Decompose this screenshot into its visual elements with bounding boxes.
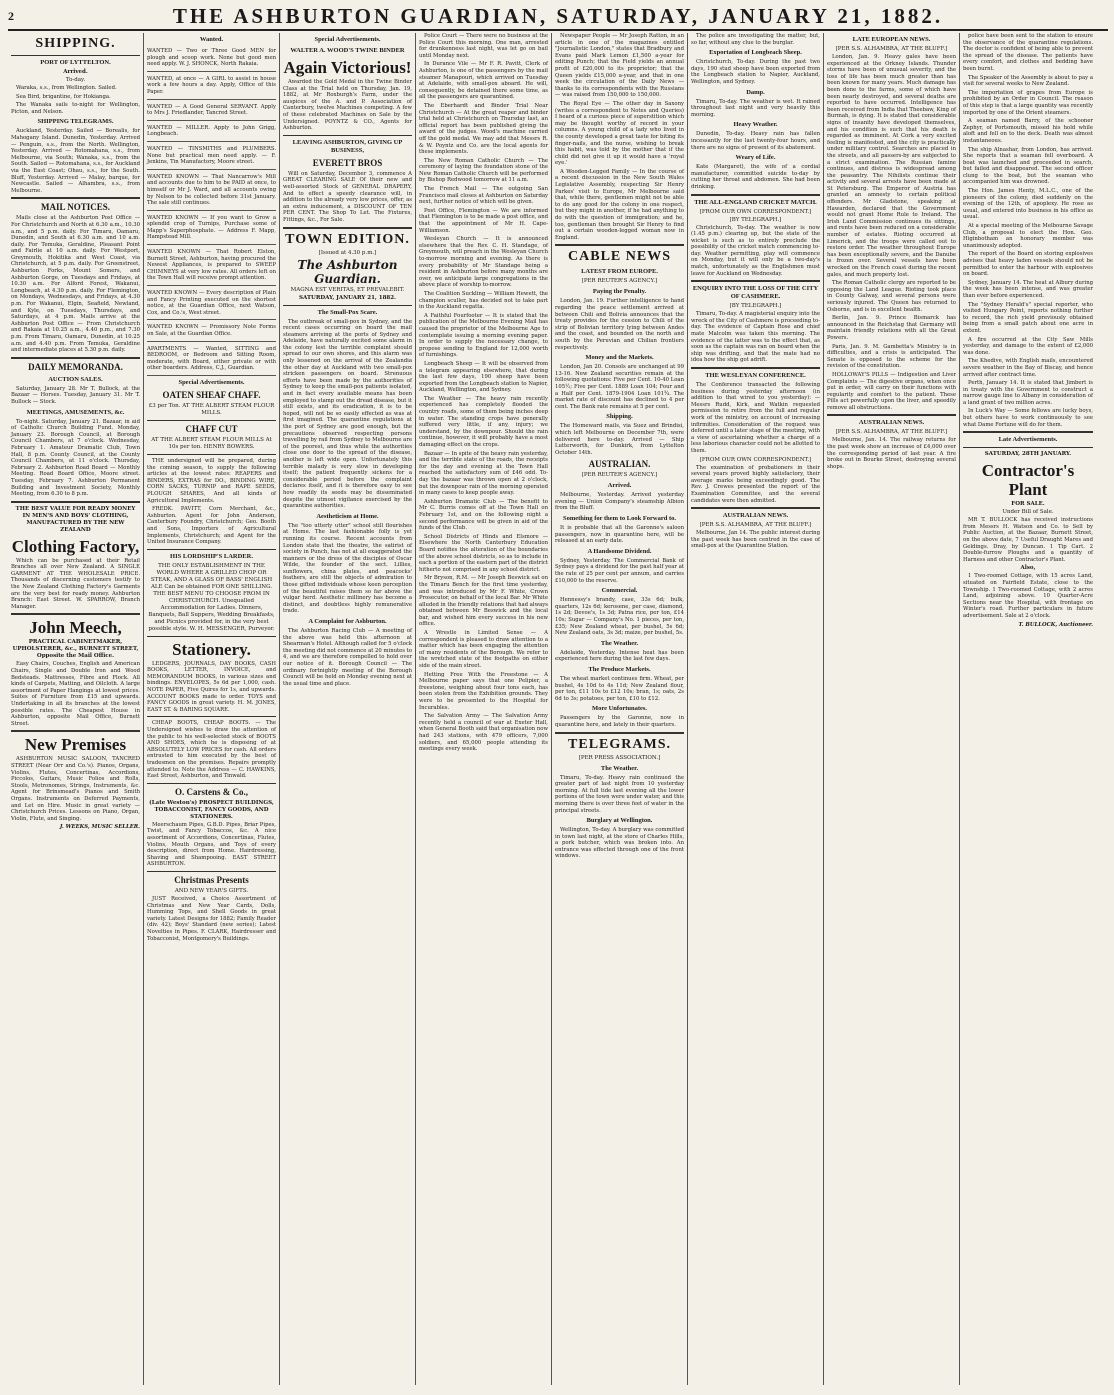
unfortunates-heading: More Unfortunates. xyxy=(591,705,648,713)
contractors-plant-sub1: FOR SALE. xyxy=(1011,501,1045,508)
wanted-ad-6: WANTED KNOWN — That Nancarrow's Mill and accounts due to him to be PAID at once, to himself or Mr J. Ward, and all accounts owing by Nelson to be collected before 31st January. The sale still continues. xyxy=(147,172,276,211)
wanted-ad-9: WANTED KNOWN — Every description of Plain and Fancy Printing executed on the shortest notice, at the Guardian Office, next Watson, Cox, and Co.'s, West street. xyxy=(147,288,276,320)
money-markets-body: London, Jan 20. Consols are unchanged at 99 13-16. New Zealand securities remain at the following quotations: Five per Cent. 10-40 Loan 105½; Five per Cent. 1889 Loan 104; Four and a Half per Cent. 1879-1904 Loan 101¾. The market rate of discount has declined to 4 per cent. The Bank rate remains at 5 per cent. xyxy=(555,364,684,410)
european-news-3: Berlin, Jan. 9. Prince Bismarck has announced in the Reichstag that Germany will maintain friendly relations with all the Great Powers. xyxy=(827,315,956,341)
ashburton-complaint-heading: A Complaint for Ashburton. xyxy=(308,618,387,626)
aus-item-10: The "Sydney Herald's" special reporter, who visited Hungary Point, reports nothing further to record, the rich yield previously obtained being from a small patch about one acre in extent. xyxy=(963,301,1093,334)
wanted-ad-3: WANTED — A Good General SERVANT. Apply to Mrs J. Friedlander, Tancred Street. xyxy=(147,102,276,121)
wanted-heading: Wanted. xyxy=(199,36,224,43)
shipping-telegrams-body: Auckland, Yesterday. Sailed — Borealis, for Mahogany Island. Dunedin, Yesterday. Arrived — Penguin, s.s., from the North. Wellington, Yesterday. Arrived — Rotomahana, s.s., from Melbourne, via South; Wanaka, s.s., from the South. Sailed — Rotomahana, s.s., for Auckland via the East Coast; Ohau, s.s., for the South. Bluff, Yesterday. Arrived — Malay, barque, for Newcastle. Sailed — Alhambra, s.s., from Melbourne. xyxy=(11,128,140,194)
european-news-2: The Roman Catholic clergy are reported to be opposing the Land League. Rioting took place in County Galway, and several persons were seriously injured. The Queen has returned to Osborne, and is in excellent health. xyxy=(827,280,956,313)
page-number: 2 xyxy=(8,9,14,23)
wesleyan-own-correspondent: [FROM OUR OWN CORRESPONDENT.] xyxy=(699,456,812,463)
wesleyan-conference-body: The Conference transacted the following business during yesterday afternoon (in addition to that wired to you yesterday): — Messrs Rudd, Kirk, and Watkin requested permission to retire from the full and regular work of the ministry, on account of increasing infirmities. Consideration of the request was deferred until a later stage of the meeting, with a view of ascertaining whether a charge of a less laborious character could not be allotted to them. xyxy=(691,382,820,454)
wanted-ad-4: WANTED — MILLER. Apply to John Grigg, Longbeach. xyxy=(147,123,276,142)
oaten-sheaf-body: £3 per Ton. AT THE ALBERT STEAM FLOUR MILLS. xyxy=(148,402,275,416)
cashmere-enquiry-body: Timaru, To-day. A magisterial enquiry into the wreck of the City of Cashmere is proceeding to-day. The evidence of Captain Rose and chief mate Malcolm was taken this morning. The evidence of the latter was to the effect that, as soon as the captain was ran on board when the ship was drifting, and that the mate had no idea how the ship got adrift. xyxy=(691,311,820,364)
oaten-sheaf-heading: OATEN SHEAF CHAFF. xyxy=(162,389,261,400)
column-3 xyxy=(280,33,416,1385)
aestheticism-body: The "too utterly utter" school still flourishes at Home. The last fashionable folly is yet running its course. Recent accounts from London state that the theatre, the satirist of society in Punch, has not at all exaggerated the manners or the dress of the disciples of Oscar Wilde, the founder of the sect. Lillies, sunflowers, china plates, and peacocks' feathers, are still the objects of admiration to those gifted individuals whose keen perception of the beautiful raises them so far above the vulgar herd. Aesthetic millinery has become a distinct, and doubtless highly remunerative trade. xyxy=(283,522,412,615)
paying-penalty-body: London, Jan. 19. Further intelligence to hand regarding the peace settlement arrived at between Chili and Bolivia announces that the treaty provides for the cession to Chili of the strip of Bolivian territory lying between Andes and the coast, and bounded on the north and south by the Peruvian and Chilian frontiers respectively. xyxy=(555,298,684,351)
unfortunates-body: Passengers by the Garonne, now in quarantine here, and lately in their quarters. xyxy=(555,715,684,728)
column-2 xyxy=(144,33,280,1385)
shipping-telegrams-heading: SHIPPING TELEGRAMS. xyxy=(37,118,114,126)
telegram-weather-heading: The Weather. xyxy=(600,764,639,772)
weary-of-life-heading: Weary of Life. xyxy=(735,154,776,162)
late-ads-date: SATURDAY, 28TH JANUARY. xyxy=(984,451,1072,458)
burglary-heading: Burglary at Wellington. xyxy=(586,817,653,825)
column-4 xyxy=(416,33,552,1385)
cashmere-enquiry-heading: ENQUIRY INTO THE LOSS OF THE CITY OF CASHMERE. xyxy=(692,285,819,301)
burglary-continued: The police are investigating the matter, but, so far, without any clue to the burglar. xyxy=(691,33,820,46)
produce-body: The wheat market continues firm. Wheat, per bushel, 4s 10d to 4s 11d; New Zealand flour, per ton, £11 10s to £12 10s; bran, 1s; oats, 2s 6d to 3s; potatoes, per ton, £10 to £12. xyxy=(555,675,684,702)
aus-item-14: In Luck's Way — Some fellows are lucky boys, but others have to work continuously to see what Dame Fortune will do for them. xyxy=(963,408,1093,428)
australian-heading: AUSTRALIAN. xyxy=(588,459,651,470)
column-7 xyxy=(824,33,960,1385)
port-heading: PORT OF LYTTELTON. xyxy=(40,59,111,66)
auction-sales-body: Saturday, January 28. Mr T. Bullock, at the Bazaar — Horses. Tuesday, January 31. Mr T. Bullock — Stock. xyxy=(11,385,140,405)
longbeach-body: Christchurch, To-day. During the past two days, 190 stud sheep have been exported from the Longbeach station to Napier, Auckland, Wellington, and Sydney. xyxy=(691,59,820,85)
masthead-title: THE ASHBURTON GUARDIAN, SATURDAY, JANUARY 21, 1882. xyxy=(172,4,944,28)
pavitt-ad: FREDK. PAVITT, Corn Merchant, &c., Ashburton. Agent for John Anderson, Canterbury Foundry, Christchurch; Geo. Booth and Sons, Importers of Agricultural Implements, Christchurch; and Agent for the United Insurance Company. xyxy=(147,506,276,546)
new-premises-heading: New Premises xyxy=(24,735,127,755)
special-ads-heading-2: Special Advertisements. xyxy=(314,36,381,43)
heavy-weather-heading: Heavy Weather. xyxy=(733,121,778,129)
town-edition-heading: TOWN EDITION. xyxy=(285,231,410,247)
european-news-sub: [PER S.S. ALHAMBRA, AT THE BLUFF.] xyxy=(835,46,948,52)
chaff-cut-body: AT THE ALBERT STEAM FLOUR MILLS At 10s per ton. HENRY BOWERS. xyxy=(151,436,272,450)
local-item-11: The Weather — The heavy rain recently experienced has completely flooded the country roads, some of them being inches deep in water. The standing crops have generally suffered very little, if any, injury; we understand, by the downpour. Should the rain continue, however, it will probably have a most damaging effect on the crops. xyxy=(419,395,548,449)
wanted-ad-10: WANTED KNOWN — Promissory Note Forms on Sale, at the Guardian Office. xyxy=(147,322,276,341)
aus-item-4: A seaman named Barry, of the schooner Zephyr, of Portsmouth, missed his hold while aloft and fell on to the deck. Death was almost instantaneous. xyxy=(963,118,1093,144)
local-item-17: Hetting Free With the Freestone — A Melbourne paper says that one Pelipier, a freestone, weighing about four tons each, has been stolen from the Exhibition grounds. They were to be presented to the Hospital for Incurables. xyxy=(419,671,548,711)
larder-heading: HIS LORDSHIP'S LARDER. xyxy=(170,552,253,560)
contractors-plant-heading: Contractor's Plant xyxy=(981,461,1075,500)
local-item-13: Ashburton Dramatic Club — The benefit to Mr C. Burris comes off at the Town Hall on February 1st, and on the following night a second performance will be given in aid of the funds of the Club. xyxy=(419,498,548,532)
clothing-ad-top: THE BEST VALUE FOR READY MONEY IN MEN'S AND BOYS' CLOTHING, MANUFACTURED BY THE NEW ZEALAND xyxy=(15,505,136,533)
paper-motto: MAGNA EST VERITAS, ET PREVALEBIT. xyxy=(290,286,405,293)
newspaper-page xyxy=(8,3,1108,1388)
ashburton-complaint-body: The Ashburton Racing Club — A meeting of the above was held this afternoon at Shearman's Hotel. Although called for 5 o'clock the meeting did not commence at 20 minutes to 4, and we are therefore compelled to hold over our notice of it. Borough Council — The ordinary fortnightly meeting of the Borough Council will be held on Monday evening next at the usual time and place. xyxy=(283,628,412,687)
australian-news-sub: [PER S.S. ALHAMBRA, AT THE BLUFF.] xyxy=(699,522,812,529)
wood-binder-heading: WALTER A. WOOD'S TWINE BINDER xyxy=(290,47,405,54)
news-item-3: A Wooden-Legged Family — In the course of a recent discussion in the New South Wales Legislative Assembly, respecting Sir Henry Parkes' visit to Europe, Mr Melbourne said that, while there, gentlemen might not be able to do any good for the colony in one respect, but they might in another, if he had anything to do with the question of immigration; and he, too, gentleman then brought Sir Henry to find out a certain wooden-legged woman now in England. xyxy=(555,168,684,241)
wesleyan-conference-heading: THE WESLEYAN CONFERENCE. xyxy=(705,372,806,379)
contractors-plant-body: MR T. BULLOCK has received instructions from Messrs H. Watson and Co. to Sell by Public Auction, at the Bazaar, Burnett Street, on the above date, 7 Useful Draught Mares and Geldings. Dray, by Duncan. 1 Tip Cart. 2 Double-furrow Ploughs and a quantity of Harness and other Contractor's Plant. xyxy=(963,517,1093,563)
australian-news-2-heading: AUSTRALIAN NEWS. xyxy=(858,419,925,427)
cricket-match-body: Christchurch, To-day. The weather is now (1.45 p.m.) clearing up, but the state of the wicket is such as to entirely preclude the possibility of the cricket match commencing to-day. Weather permitting, play will commence on Monday, but it will only be a two-day's match, unfortunately as the Englishmen must leave for Auckland on Wednesday. xyxy=(691,224,820,277)
carstens-heading: O. Carstens & Co., xyxy=(175,786,248,797)
european-news-heading: LATE EUROPEAN NEWS. xyxy=(852,36,931,43)
local-item-14: School Districts of Hinds and Elsmore — Elsewhere the North Canterbury Education Board notifies the alteration of the boundaries of the above school districts, so as to include in each a portion of the eastern part of the district hitherto not comprised in any school district. xyxy=(419,533,548,573)
aus-item-3: The importation of grapes from Europe is prohibited by an Order in Council. The reason of this step is that a large quantity was recently imported by one of the Orient steamers. xyxy=(963,89,1093,116)
aus-item-7: At a special meeting of the Melbourne Savage Club, a proposal to elect the Hon. Geo. Higinbotham an honorary member was unanimously adopted. xyxy=(963,223,1093,249)
dividend-heading: A Handsome Dividend. xyxy=(587,547,652,555)
australian-news-2-sub: [PER S.S. ALHAMBRA, AT THE BLUFF.] xyxy=(835,429,948,436)
john-meech-heading: John Meech, xyxy=(29,618,122,638)
columns xyxy=(8,33,1108,1385)
arrival-2: Sea Bird, brigantine, for Hokianga. xyxy=(16,93,111,100)
stationery-body: LEDGERS, JOURNALS, DAY BOOKS, CASH BOOKS, LETTER, INVOICE, and MEMORANDUM BOOKS, in various sizes and bindings. ENVELOPES, 5s 6d per 1,000, cash. NOTE PAPER, Five Quires for 1s, and upwards. ACCOUNT BOOKS made to order. TOYS and FANCY GOODS in great variety. H. M. JONES, EAST ST. & BARING SQUARE. xyxy=(147,660,276,713)
aus-item-12: The Khedive, with English mails, encountered severe weather in the Bay of Biscay, and hence arrived after contract time. xyxy=(963,358,1093,378)
cashmere-enquiry-telegraph: [BY TELEGRAPH.] xyxy=(729,303,782,310)
local-item-15: Mr Bryson, R.M. — Mr Joseph Beswick sat on the Timaru Bench for the first time yesterday, and was introduced by Mr F. White, Crown Prosecutor, on behalf of the local Bar. Mr White alluded in the friendly relations that had always obtained between Mr Beswick and the local bar, and wished him every success in his new office. xyxy=(419,575,548,628)
local-item-3: The Eberhardt and Binder Trial Near Christchurch — At the great reaper and binder trial held at Christchurch on Thursday last, an official report has been published giving the award of the judges. Wood's machine carried off the gold medal. We may add that Messrs R. & W. Poyntz and Co. are the local agents for these implements. xyxy=(419,102,548,156)
shipping-heading: SHIPPING. xyxy=(35,36,116,51)
local-item-1: Police Court — There were no business at the Police Court this morning. One man, arrested for drunkenness last night, was let go on bail until Monday next. xyxy=(419,33,548,59)
arrival-1: Waraka, s.s., from Wellington. Sailed. xyxy=(16,85,117,91)
bullock-signature: T. BULLOCK, Auctioneer. xyxy=(1018,621,1093,628)
christmas-body: JUST Received, a Choice Assortment of Christmas and New Year Cards, Dolls, Humming Tops, and Shell Goods in great variety. Latest Designs for 1882; Family Reader (div. 42); Boys' Standard (new series); Latest Novelties in Pipes. F. CLARK, Hairdresser and Tobacconist, Montgomery's Buildings. xyxy=(147,895,276,942)
wanted-ad-2: WANTED, at once — A GIRL to assist in house work a few hours a day. Apply, Office of this Paper. xyxy=(147,74,276,100)
wanted-ad-5: WANTED — TINSMITHS and PLUMBERS. None but practical men need apply. — F. Jenkins, Tin Manufactory, Moore street. xyxy=(147,144,276,170)
column-8 xyxy=(960,33,1096,1385)
news-item-1: Newspaper People — Mr Joseph Ratton, in an article in one of the magazines entitled "Journalistic London," states that Bradbury and Evans paid Mark Lemon £1,500 a-year for editing Punch; that the Field yields an annual profit of £20,000 to its proprietor; that the Queen yields £15,000 a-year, and that in one week the circulation of the Daily News — thanks to its correspondents with the Russians — was raised from 150,000 to 150,000. xyxy=(555,33,684,99)
paper-dateline: SATURDAY, JANUARY 21, 1882. xyxy=(299,294,396,301)
money-markets-heading: Money and the Markets. xyxy=(585,354,654,362)
cable-news-heading: CABLE NEWS xyxy=(568,249,671,265)
john-meech-sub: PRACTICAL CABINETMAKER, UPHOLSTERER, &c., BURNETT STREET, Opposite the Mail Office. xyxy=(12,639,139,660)
local-item-9: A Faithful Fourfooter — It is stated that the publication of the Melbourne Evening Mail has caused the proprietor of the Melbourne Age to contemplate issuing a morning evening paper. In order to supply the necessary change, to propose sending to England for 12,000 worth of furnishings. xyxy=(419,312,548,359)
clothing-ad-body: Which can be purchased at their Retail Branches all over New Zealand. A SINGLE GARMENT AT THE WHOLESALE PRICE. Thousands of discerning customers testify to the New Zealand Clothing Factory's Garments are the very best for ready money. Ashburton Branch: East Street. W. SPARROW, Branch Manager. xyxy=(11,557,140,610)
wood-binder-body: Awarded the Gold Medal in the Twine Binder Class at the Trial held on Thursday, Jan. 19, 1882, at Mr Roxburgh's Farm, under the auspices of the A. and P. Association of Canterbury, twelve Machines competing. A few of these celebrated Machines on Sale by the Undersigned. POYNTZ & CO., Agents for Ashburton. xyxy=(283,79,412,132)
daily-memoranda-heading: DAILY MEMORANDA. xyxy=(28,361,123,372)
australian-body: Melbourne, Yesterday. Arrived yesterday evening — Union Company's steamship Albion from the Bluff. xyxy=(555,492,684,512)
look-forward-body: It is probable that all the Garonne's saloon passengers, now in quarantine here, will be released at an early date. xyxy=(555,525,684,545)
look-forward-heading: Something for them to Look Forward to. xyxy=(562,515,677,523)
weeks-signature: J. WEEKS, MUSIC SELLER. xyxy=(59,824,140,831)
masthead xyxy=(8,3,1108,31)
damp-body: Timaru, To-day. The weather is wet. It rained throughout last night and very heavily this morning. xyxy=(691,98,820,118)
australian-sub: [PER REUTER'S AGENCY.] xyxy=(581,472,658,479)
cable-shipping-body: The Homeward mails, via Suez and Brindisi, which left Melbourne on December 7th, were delivered here to-day. Arrived — Ship Lutterworth, for Dunkirk, from Lyttelton October 14th. xyxy=(555,423,684,456)
mail-notices-heading: MAIL NOTICES. xyxy=(40,202,111,213)
cable-shipping-heading: Shipping. xyxy=(606,413,633,421)
telegrams-heading: TELEGRAMS. xyxy=(568,736,671,752)
carstens-sub: (Late Weston's) PROSPECT BUILDINGS, TOBACCONIST, FANCY GOODS, AND STATIONERS. xyxy=(149,799,274,820)
smallpox-heading: The Small-Pox Scare. xyxy=(317,308,378,316)
aus-weather-body: Adelaide, Yesterday. Intense heat has been experienced here during the last few days. xyxy=(555,649,684,663)
burglary-body: Wellington, To-day. A burglary was committed in town last night, at the store of Charles Hills, a pork butcher, which was broken into. An entrance was effected through one of the front windows. xyxy=(555,827,684,860)
special-ads-heading: Special Advertisements. xyxy=(178,378,245,386)
produce-heading: The Produce Markets. xyxy=(588,665,651,673)
cheap-boots-ad: CHEAP BOOTS, CHEAP BOOTS. — The Undersigned wishes to draw the attention of the public to his well-selected stock of BOOTS AND SHOES, which he is disposing of at ABSOLUTELY LOW PRICES for cash. All orders entrusted to him executed by the best of tradesmen on the premises. Repairs promptly attended to. Note the Address — C. HAWKINS, East Street, Ashburton, and Tinwald. xyxy=(147,720,276,780)
aus-item-2: The Speaker of the Assembly is about to pay a visit for several weeks to New Zealand. xyxy=(963,74,1093,88)
column-1 xyxy=(8,33,144,1385)
aus-item-8: The report of the Board on storing explosives advises that heavy laden vessels should not be permitted to enter the harbour with explosives on board. xyxy=(963,251,1093,278)
chaff-cut-heading: CHAFF CUT xyxy=(185,423,238,434)
meetings-heading: MEETINGS, AMUSEMENTS, &c. xyxy=(26,408,125,416)
commercial-heading: Commercial. xyxy=(601,587,638,595)
australian-arrived: Arrived. xyxy=(607,482,632,490)
everett-bros-body: Will on Saturday, December 3, commence A GREAT CLEARING SALE Of their new and well-assorted Stock of GENERAL DRAPERY, And to effect a speedy clearance will, in addition to the already very low prices, offer, as an extra inducement, a DISCOUNT OF TEN PER CENT. The Shop To Let. The Fixtures, Fittings, &c., For Sale. xyxy=(283,170,412,223)
local-item-7: Wesleyan Church — It is announced elsewhere that the Rev. C. H. Standage, of Greymouth, will preach in the Wesleyan Church to-morrow morning and evening. As there is every probability of Mr Standage being a resident in Ashburton before many months are over, we anticipate large congregations in the above place of worship to-morrow. xyxy=(419,236,548,289)
aestheticism-heading: Aestheticism at Home. xyxy=(316,512,379,520)
news-item-2: The Royal Eye — The other day in Saxony (writes a correspondent to Notes and Queries) I heard of a curious piece of superstition which may be thought worthy of record in your columns. A young child of a lady who lived in the county developed a great taste for biting its finger-nails, and the nurse, wishing to break this habit, was told by the mother that if the child did not give it up it would have a 'royal eye.' xyxy=(555,100,684,167)
reaper-ad-body: THE undersigned will be prepared, during the coming season, to supply the following articles at the lowest rates: REAPERS and BINDERS, EXTRAS for DO., BINDING WIRE, CORN SACKS, TURNIP and RAPE SEEDS, PLOUGH SHARES, And all kinds of Agricultural Implements. xyxy=(147,457,276,504)
local-item-8: The Coalition Suckling — William Hewett, the champion sculler, has decided not to take part in the Auckland regatta. xyxy=(419,290,548,311)
leaving-ashburton-heading: LEAVING ASHBURTON, GIVING UP BUSINESS, xyxy=(292,138,403,154)
mail-notices-body: Mails close at the Ashburton Post Office — For Christchurch and North at 6.30 a.m., 10.30 a.m., and 5 p.m. daily. For Timaru, Oamaru, Dunedin, and South at 6.30 a.m. and 10 a.m. daily. For Temuka, Geraldine, Pleasant Point and Fairlie at 10 a.m. daily. For Westport, Greymouth, Hokitika and West Coast, via Christchurch, at 5 p.m. daily. For Greenstreet, Ashburton Forks, Mount Somers, and Ashburton Gorge, on Tuesdays and Fridays, at 10.30 a.m. For Alford Forest, Wakanui, Longbeach, at 4.30 p.m. daily. For Flemington, on Mondays, Wednesdays, and Fridays, at 4.30 p.m. For Wakanui, Elgin, Seafield, Newland, and Kyle, on Tuesdays, Thursdays, and Saturdays, at 4 p.m. Mails arrive at the Ashburton Post Office — From Christchurch and Rakaia at 10.25 a.m., 4.40 p.m., and 7.30 p.m. From Timaru, Oamaru, Dunedin, at 10.25 a.m. and 4.40 p.m. From Temuka, Geraldine and intermediate places at 5.30 p.m. daily. xyxy=(11,215,140,354)
australian-news-2-body: Melbourne, Jan. 14. The railway returns for the past week show an increase of £4,000 over the corresponding period of last year. A fire broke out in Bourke Street, destroying several shops. xyxy=(827,437,956,470)
wanted-ad-8: WANTED KNOWN — That Robert Elston, Burnett Street, Ashburton, having procured the Newest Appliances, is prepared to SWEEP CHIMNEYS at very low rates. All orders left on the Town Hall will receive prompt attention. xyxy=(147,247,276,286)
australian-news-heading: AUSTRALIAN NEWS. xyxy=(722,512,789,520)
auction-sales-heading: AUCTION SALES. xyxy=(48,375,103,383)
aus-item-6: The Hon. James Henty, M.L.C., one of the pioneers of the colony, died suddenly on the evening of the 12th, of apoplexy. He rose as usual, and entered into business in his office as usual. xyxy=(963,188,1093,221)
stationery-heading: Stationery. xyxy=(172,639,251,659)
weary-of-life-body: Kate (Margaret), the wife of a cordial manufacturer, committed suicide to-day by cutting her throat and abdomen. She had been drinking. xyxy=(691,164,820,190)
aus-weather-heading: The Weather. xyxy=(600,639,639,647)
cricket-match-heading: THE ALL-ENGLAND CRICKET MATCH. xyxy=(694,198,817,206)
european-news-body: London, Jan. 9. Heavy gales have been experienced at the Orkney Islands. Thunder storms have been of unusual severity, and the loss of life has been much greater than has been known for many years. Much damage has been done to the farms, some of which have been nearly destroyed, and several deaths are reported to have occurred. Intelligence has been received from India that Theebaw, King of Burmah, is dying. It is stated that considerable signs of insanity have developed themselves, and his condition is such that his death is regarded as imminent. At Cork a very excited feeling is manifested, and the city is practically under military control. Searches are placed in the streets, and all passers-by are subjected to a strict examination. The Russian famine continues, and distress is widespread among the peasantry. The Nihilists continue their activity and several arrests have been made at St Petersburg. The Emperor of Austria has granted an amnesty to certain political offenders. Mr Gladstone, speaking at Hawarden, declared that the Government would not grant Home Rule to Ireland. The Irish Land Commission continues its sittings, and rents have been reduced on a considerable number of estates. Rioting occurred at Limerick, and the troops were called out to restore order. The weather throughout Europe has been exceptionally severe, and the Danube is frozen over. Several vessels have been wrecked on the French coast during the recent gales, and much property lost. xyxy=(827,54,956,278)
carstens-body: Meerschaum Pipes, G.B.D. Pipes, Briar Pipes, Twist, and Fancy Tobaccos, &c. A nice assortment of Accordions, Concertinas, Flutes, Violins, Mouth Organs, and Toys of every description, direct from Home. Hairdressing, Shaving and Shampooing. EAST STREET ASHBURTON. xyxy=(147,821,276,868)
meetings-body: To-night. Saturday, January 21. Bazaar, in aid of Catholic Church Building Fund. Monday, January 23. Borough Council, at Borough Council Chambers, at 7 o'clock. Wednesday, February 1. Amateur Dramatic Club, Town Hall, 8 p.m. County Council, at the County Council Chambers, at 11 o'clock. Thursday, February 2. Ashburton Road Board — Monthly Meeting. Road Board Office, Moore street. Tuesday, February 7. Ashburton Permanent Building and Investment Society, Monthly Meeting, from 6.30 to 8 p.m. xyxy=(11,418,140,498)
arrived-label: Arrived. xyxy=(63,69,88,75)
aus-item-9: Sydney, January 14. The heat at Albury during the week has been intense, and was greater than ever before experienced. xyxy=(963,279,1093,299)
wesleyan-exam-body: The examination of probationers in their several years proved highly satisfactory, their average marks being exceedingly good. The Rev. J. Crewes presented the report of the Examination Committee, and the several candidates were then admitted. xyxy=(691,464,820,504)
press-association: [PER PRESS ASSOCIATION.] xyxy=(578,754,661,761)
column-6 xyxy=(688,33,824,1385)
everett-bros-heading: EVERETT BROS xyxy=(312,157,383,168)
contractors-plant-sub2: Under Bill of Sale. xyxy=(1002,509,1054,516)
arrived-date: To-day. xyxy=(65,77,86,83)
paying-penalty-heading: Paying the Penalty. xyxy=(592,288,647,296)
column-5 xyxy=(552,33,688,1385)
heavy-weather-body: Dunedin, To-day. Heavy rain has fallen incessantly for the last twenty-four hours, and there are no signs of present of its abatement. xyxy=(691,131,820,151)
smallpox-body: The outbreak of small-pox in Sydney, and the recent cases occurring on board the mail steamers arriving at the ports of Sydney and Adelaide, have naturally excited some alarm in the colony lest the terrible complaint should spread to our own shores, and this alarm was only lessened on the arrival of the Zealandia the other day at Auckland with two small-pox stricken passengers on board. Strenuous efforts have been made by the authorities of Sydney to keep the small-pox patients isolated, and in fact every available means has been employed to stamp out the dread disease, but it still exists, and its eradication, it is to be hoped, will not be so easily effected as was at first imagined. The quarantine regulations at the port of Sydney are good enough, but the precautions observed respecting persons travelling by rail from Sydney to Melbourne are of the poorest, and thus while the authorities close one door to the spread of the disease, another is left wide open. Unfortunately this terrible malady is very slow in developing itself; the patient frequently sickens for a considerable period before the complaint declares itself, and it is therefore easy to see how readily its seeds may be disseminated despite the utmost vigilance exercised by the quarantine authorities. xyxy=(283,318,412,510)
john-meech-body: Easy Chairs, Couches, English and American Chairs, Single and Double Iron and Wood Bedsteads. Mattresses, Fibre and Flock. All kinds of Carpets, Matting, and Oilcloth. A large assortment of Paper Hangings at lowest prices. Suites of Furniture from £15 and upwards. Undertaking in all its branches at the lowest possible rates. The Cheapest House in Ashburton, opposite Mail Office, Burnett Street. xyxy=(11,661,140,727)
aus-item-1: police have been sent to the station to ensure the observance of the quarantine regulations. The doctor is confident of being able to prevent the spread of the disease. The patients have every comfort, and clothes and bedding have been burnt. xyxy=(963,33,1093,72)
longbeach-heading: Exportation of Longbeach Sheep. xyxy=(709,49,802,57)
wanted-ad-7: WANTED KNOWN — If you want to Grow a splendid crop of Turnips, Purchase some of Mapp's Superphosphate. — Address F. Mapp, Hampstead Mill. xyxy=(147,213,276,245)
dividend-body: Sydney, Yesterday. The Commercial Bank of Sydney pays a dividend for the past half year at the rate of 25 per cent per annum, and carries £10,000 to the reserve. xyxy=(555,557,684,584)
again-victorious-heading: Again Victorious! xyxy=(283,58,412,77)
aus-item-11: A fire occurred at the City Saw Mills yesterday, and damage to the extent of £2,000 was done. xyxy=(963,336,1093,356)
cricket-match-sub: [FROM OUR OWN CORRESPONDENT.] xyxy=(699,208,812,215)
european-news-4: Paris, Jan. 9. M. Gambetta's Ministry is in difficulties, and a crisis is anticipated. The Senate is opposed to the scheme for the revision of the constitution. xyxy=(827,343,956,370)
town-edition-sub: [Issued at 4.30 p.m.] xyxy=(318,249,377,256)
arrival-3: The Wanaka sails to-night for Wellington, Picton, and Nelson. xyxy=(11,102,140,115)
damp-heading: Damp. xyxy=(746,88,765,96)
larder-body: THE ONLY ESTABLISHMENT IN THE WORLD WHERE A GRILLED CHOP OR STEAK, AND A GLASS OF BASS' ENGLISH ALE Can be obtained FOR ONE SHILLING. THE BEST MENU TO CHOOSE FROM IN CHRISTCHURCH. Unequalled Accommodation for Ladies. Dinners, Banquets, Ball Suppers, Wedding Breakfasts, and Picnics provided for, in the very best possible style. W. H. MESSENGER, Purveyor. xyxy=(148,562,275,632)
local-item-12: Bazaar — In spite of the heavy rain yesterday, and the terrible state of the roads, the receipts for the day and evening at the Town Hall reached the satisfactory sum of £46 odd. To-day the bazaar was thrown open at 2 o'clock, but the downpour rain of the morning operated in many cases to keep people away. xyxy=(419,450,548,497)
local-item-2: In Durance Vile — Mr F. R. Pavitt, Clerk of Ashburton, is one of the passengers by the mail steamer Manapouri, which arrived on Tuesday at Adelaide, with small-pox aboard. He will, consequently, be detained there some time, as all the passengers are quarantined. xyxy=(419,61,548,101)
local-item-10: Longbeach Sheep — It will be observed from a telegram appearing elsewhere, that during the last few days, 190 sheep have been exported from the Longbeach station to Napier, Auckland, Wellington, and Sydney. xyxy=(419,360,548,394)
cable-news-sub: LATEST FROM EUROPE. xyxy=(581,268,658,276)
also-body: 1 Two-roomed Cottage, with 15 acres Land, situated on Fairfield Estate, close to the Township. 1 Two-roomed Cottage, with 2 acres Land, adjoining above. 10 Quarter-Acre Sections near the Hospital, with frontage on Winter's road. Further particulars in future advertisement. Sale at 2 o'clock. xyxy=(963,573,1093,619)
new-premises-body: ASHBURTON MUSIC SALOON, TANCRED STREET (Near Orr and Co.'s). Pianos, Organs, Violins, Flutes, Concertinas, Accordions, Piccolos, Guitars, Music Folios and Rolls, Stools, Metronomes, Strings, Instruments, &c. Agent for Brinsmead's Pianos and Smith Organs. Instruments on Deferred Payments, and Let on Hire. Music in great variety — Christchurch Prices. Lessons on Piano, Organ, Violin, Flute, and Singing. xyxy=(11,756,140,822)
local-item-16: A Wrestle in Limited Sense — A correspondent is pleased to draw attention to a matter which has been engaging the attention of many residents of the Borough. We refer to the wretched state of the footpaths on either side of the main street. xyxy=(419,630,548,670)
clothing-factory-heading: Clothing Factory, xyxy=(11,536,140,556)
also-heading: Also, xyxy=(1020,565,1036,572)
cricket-match-telegraph: [BY TELEGRAPH.] xyxy=(729,216,782,223)
reuter-agency: [PER REUTER'S AGENCY.] xyxy=(581,278,658,285)
paper-title: The Ashburton Guardian. xyxy=(297,257,398,286)
local-item-5: The French Mail — The outgoing San Francisco mail closes at Ashburton on Saturday next, further notice of which will be given. xyxy=(419,186,548,206)
holloway-pills-ad: HOLLOWAY'S PILLS — Indigestion and Liver Complaints — The digestive organs, when once put in order, will carry on their functions with regularity and comfort to the patient. These Pills act powerfully upon the liver, and speedily remove all obstructions. xyxy=(827,371,956,411)
local-item-6: Post Office, Flemington — We are informed that Flemington is to be made a post office, and that the appointment of Mr H. Cape-Williamson. xyxy=(419,207,548,234)
christmas-heading: Christmas Presents xyxy=(174,874,249,885)
local-item-18: The Salvation Army — The Salvation Army recently held a council of war at Exeter Hall, when General Booth said that organisation now had 243 stations, with 479 officers, 7,000 soldiers, and 65,000 people attending its meetings every week. xyxy=(419,713,548,753)
christmas-sub: AND NEW YEAR'S GIFTS. xyxy=(174,887,249,894)
aus-item-13: Perth, January 14. It is stated that Jimbert is in treaty with the Government to construct a narrow gauge line to Albany in consideration of a land grant of two million acres. xyxy=(963,380,1093,406)
wanted-ad-1: WANTED — Two or Three Good MEN for plough and scoop work. None but good men need apply. W. J. SHONCK, North Rakaia. xyxy=(147,46,276,72)
late-ads-heading: Late Advertisements. xyxy=(998,436,1058,444)
telegram-weather-body: Timaru, To-day. Heavy rain continued the greater part of last night from 10 yesterday morning. At full tide last evening all the lower portions of the town were under water, and this morning there is over three feet of water in the principal streets. xyxy=(555,774,684,814)
local-item-4: The New Roman Catholic Church — The ceremony of laying the foundation stone of the New Roman Catholic Church will be performed by Bishop Redwood tomorrow at 11 a.m. xyxy=(419,157,548,184)
aus-item-5: The ship Alnashar, from London, has arrived. She reports that a seaman fell overboard. A boat was launched and proceeded in search, but failed and disappeared. The second officer clung to the boat, but the seaman who accompanied him was drowned. xyxy=(963,146,1093,186)
australian-news-body: Melbourne, Jan 14. The public interest during the past week has been centred in the case of small-pox at the Quarantine Station. xyxy=(691,530,820,550)
commercial-body: Hennessy's brandy, case, 33s 6d; bulk, quarters, 12s 6d; kerosene, per case, diamond, 1s 2d; Devoe's, 1s 3d; Patna rice, per ton, £14 10s; Sugar — Company's No. 1 pieces, per ton, £35; New Zealand wheat, per bushel, 5s 6d; New Zealand oats, 3s 3d; maize, per bushel, 5s. xyxy=(555,597,684,637)
apartments-ad: APARTMENTS — Wanted, SITTING and BEDROOM, or Bedroom and Sitting Room, moderate, with Board, either private or with other boarders. Address, C.J., Guardian. xyxy=(147,344,276,376)
